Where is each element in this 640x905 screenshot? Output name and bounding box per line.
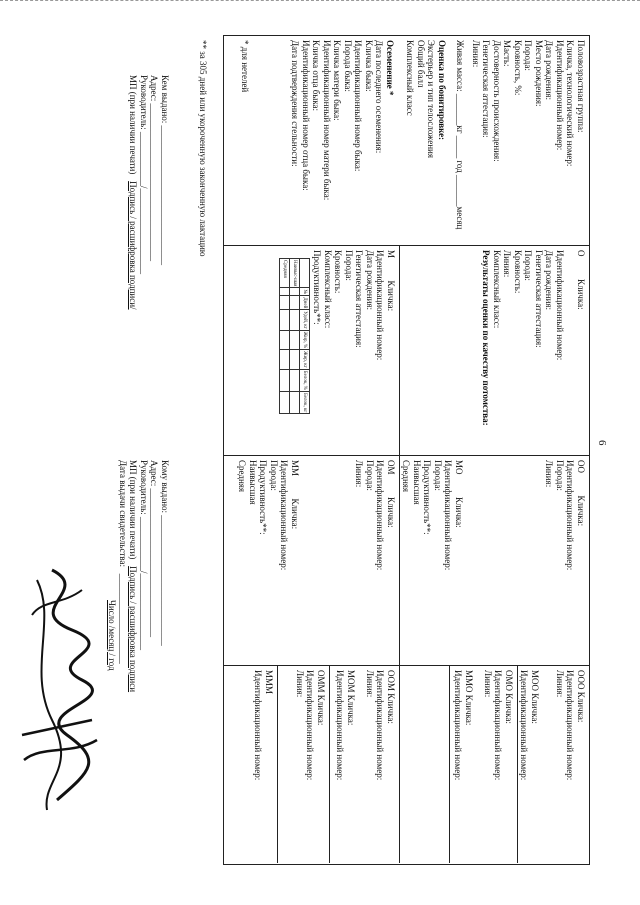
live-weight: Живая масса: _______кг _____ год _______месяц	[455, 40, 465, 230]
productivity-table	[279, 258, 310, 414]
animal-info: Половозрастная группа: Кличка, технологический номер: Идентификационный номер: Дата рождения: Место рождения: Порода: Кровность, %: Масть: Достоверность происхождения: Генетическая аттестация: Линия:	[471, 40, 586, 167]
ooo-block: ООО Кличка: Идентификационный номер: Линия:	[555, 670, 586, 781]
bonitation: Оценка по бонитировке: Экстерьер и тип телосложения Общий балл Комплексный класс	[405, 40, 447, 159]
sire-block: О Кличка: Идентификационный номер: Дата рождения: Генетическая аттестация: Порода: Кровность: Линия: Комплексный класс: Результаты оценки по качеству потомства:	[481, 250, 586, 426]
recipient-block: Кому выдано: _____________________________ Адрес: _________________________________ Руководитель: ____________/_________________ МП (при наличии печати) Подпись / расшифровка подписи Дата выдачи свидетельства: ____________________ Число /месяц / год	[107, 460, 170, 693]
table-row: Наивыс-шая	[290, 259, 300, 414]
dam-sire-block: ОМ Кличка: Идентификационный номер: Порода: Линия:	[354, 460, 396, 571]
omm-block: ОММ Кличка: Идентификационный номер: Линия:	[295, 670, 326, 781]
dam-dam-block: ММ Кличка: Идентификационный номер: Порода: Продуктивность**: Наивысшая Средняя	[237, 460, 300, 571]
mom-block: МОМ Кличка: Идентификационный номер:	[335, 670, 356, 781]
mmo-block: ММО Кличка: Идентификационный номер:	[453, 670, 474, 781]
dam-block: М Кличка: Идентификационный номер: Дата рождения: Генетическая аттестация: Порода: Кровность: Комплексный класс: Продуктивность**:	[312, 250, 396, 361]
moo-block: МОО Кличка: Идентификационный номер:	[519, 670, 540, 781]
omo-block: ОМО Кличка: Идентификационный номер: Линия:	[483, 670, 514, 781]
table-row: № Дней Удой, кг Жир, % Жир, кг Белок, % Белок, кг	[300, 259, 310, 414]
page-number: 6	[596, 440, 608, 446]
heifer-note: * для нетелей	[240, 40, 250, 93]
mmm-block: МММ Идентификационный номер:	[253, 670, 274, 781]
oom-block: ООМ Кличка: Идентификационный номер: Линия:	[365, 670, 396, 781]
insemination: Осеменение * Дата последнего осеменения: Кличка быка: Идентификационный номер быка: Порода быка: Кличка матери быка: Идентификационный номер матери быка: Кличка отца быка: Идентификационный номер отца быка: Дата подтверждения стельности:	[290, 40, 395, 201]
issuer-block: Кем выдано: _______________________________ Адрес: ___________________________________ Руководитель: ____________/___________________ МП (при наличии печати) Подпись / расшифровка подписи/	[128, 75, 170, 310]
lactation-footnote: ** за 305 дней или укороченную законченную лактацию	[198, 40, 208, 257]
table-row: Средняя	[280, 259, 290, 414]
sire-sire-block: ОО Кличка: Идентификационный номер: Порода: Линия:	[544, 460, 586, 571]
handwritten-signature	[12, 560, 112, 820]
sire-dam-block: МО Кличка: Идентификационный номер: Порода: Продуктивность**: Наивысшая Средняя	[401, 460, 464, 571]
